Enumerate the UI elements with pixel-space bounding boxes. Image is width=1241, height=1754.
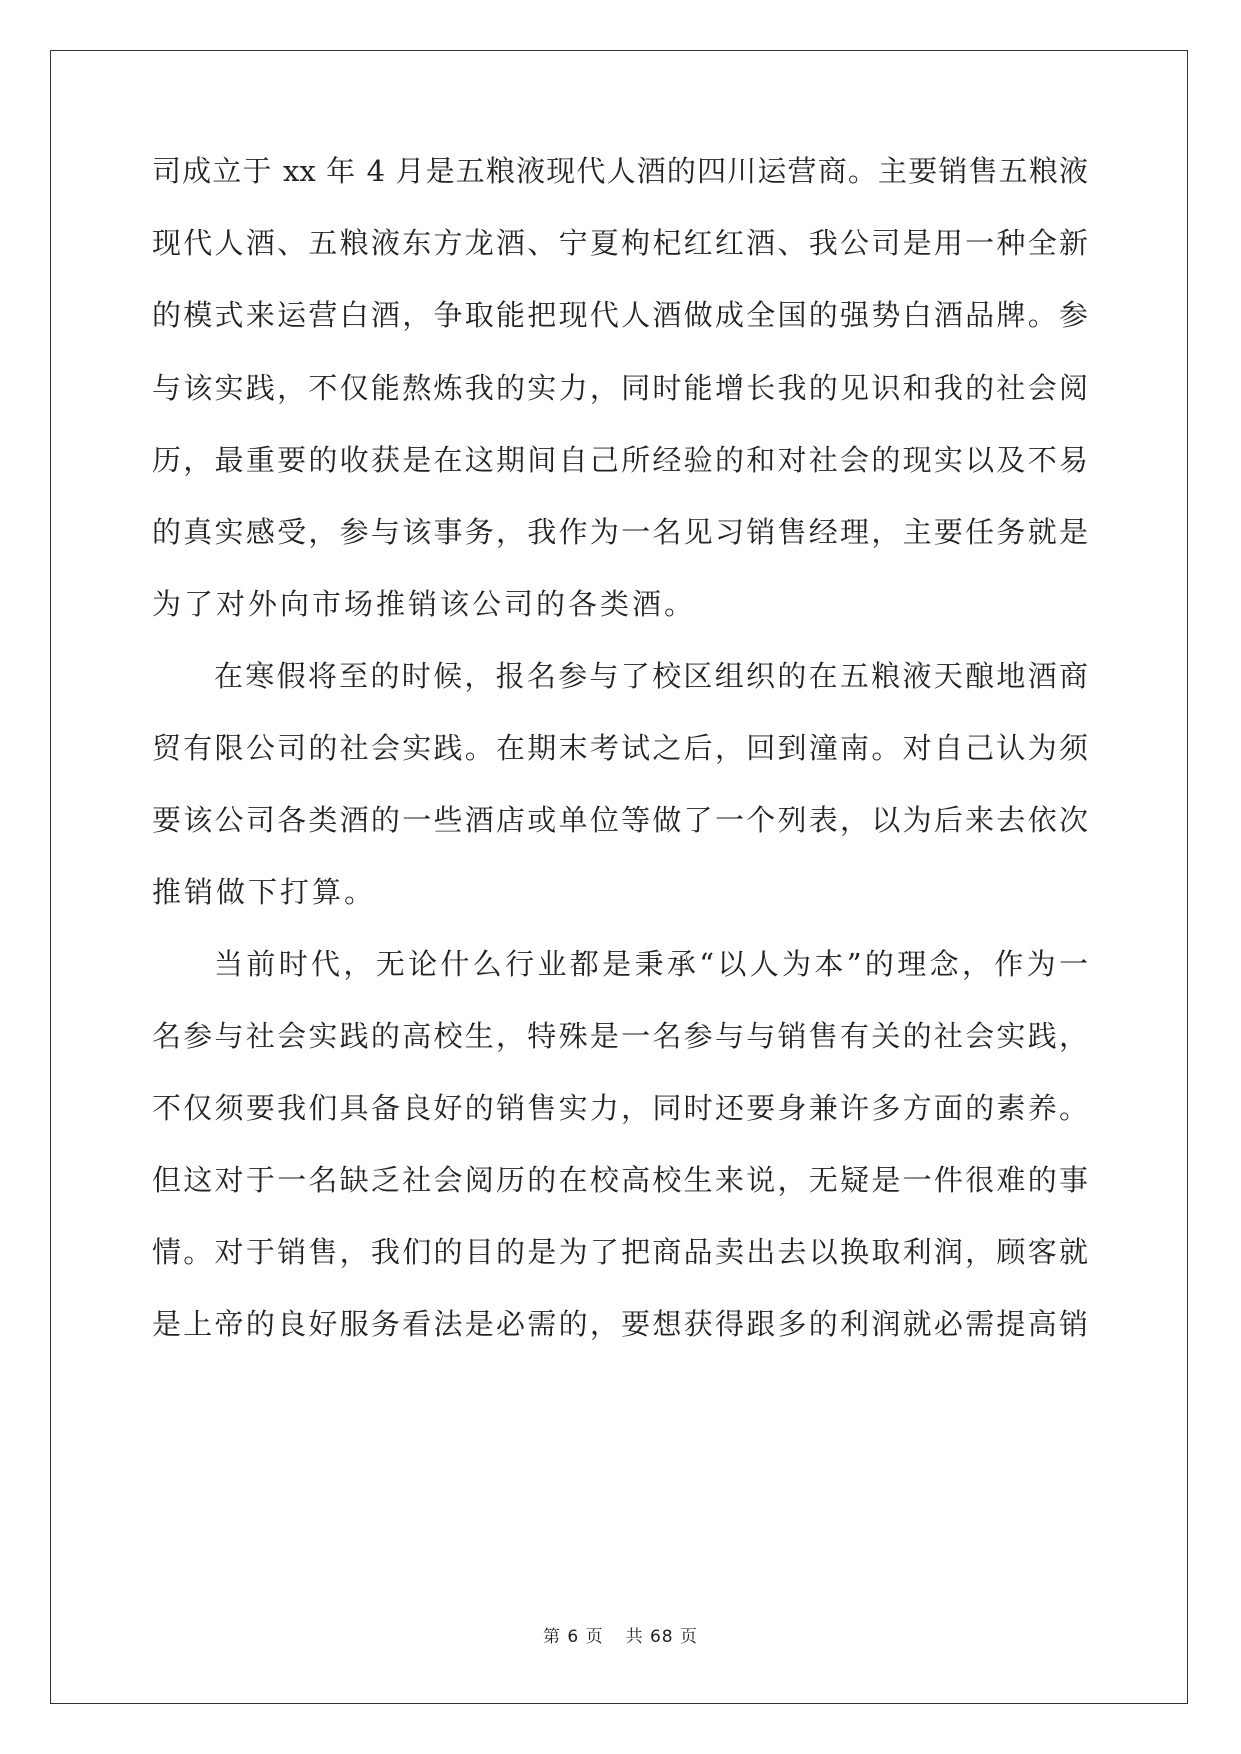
text-line: 为了对外向市场推销该公司的各类酒。	[152, 587, 697, 621]
text-line: 但这对于一名缺乏社会阅历的在校高校生来说，无疑是一件很难的事	[152, 1163, 1088, 1197]
page-total: 共 68 页	[625, 1627, 699, 1647]
paragraph-first-line: 在寒假将至的时候，报名参与了校区组织的在五粮液天酿地酒商	[214, 659, 1088, 693]
text-line: 推销做下打算。	[152, 875, 377, 909]
text-line: 贸有限公司的社会实践。在期末考试之后，回到潼南。对自己认为须	[152, 731, 1088, 765]
text-line: 情。对于销售，我们的目的是为了把商品卖出去以换取利润，顾客就	[152, 1235, 1088, 1269]
page-number: 第 6 页	[542, 1627, 604, 1647]
text-line: 历，最重要的收获是在这期间自己所经验的和对社会的现实以及不易	[152, 443, 1088, 477]
text-line: 司成立于 xx 年 4 月是五粮液现代人酒的四川运营商。主要销售五粮液	[152, 154, 1088, 188]
text-line: 现代人酒、五粮液东方龙酒、宁夏枸杞红红酒、我公司是用一种全新	[152, 226, 1088, 260]
text-line: 的真实感受，参与该事务，我作为一名见习销售经理，主要任务就是	[152, 515, 1088, 549]
text-line: 名参与社会实践的高校生，特殊是一名参与与销售有关的社会实践，	[152, 1019, 1088, 1053]
paragraph-first-line: 当前时代，无论什么行业都是秉承“以人为本”的理念，作为一	[214, 947, 1088, 981]
text-line: 是上帝的良好服务看法是必需的，要想获得跟多的利润就必需提高销	[152, 1307, 1088, 1341]
text-line: 不仅须要我们具备良好的销售实力，同时还要身兼许多方面的素养。	[152, 1091, 1088, 1125]
text-line: 的模式来运营白酒，争取能把现代人酒做成全国的强势白酒品牌。参	[152, 298, 1088, 332]
text-line: 与该实践，不仅能熬炼我的实力，同时能增长我的见识和我的社会阅	[152, 371, 1088, 405]
text-line: 要该公司各类酒的一些酒店或单位等做了一个列表，以为后来去依次	[152, 803, 1088, 837]
page-footer	[0, 1622, 1241, 1647]
